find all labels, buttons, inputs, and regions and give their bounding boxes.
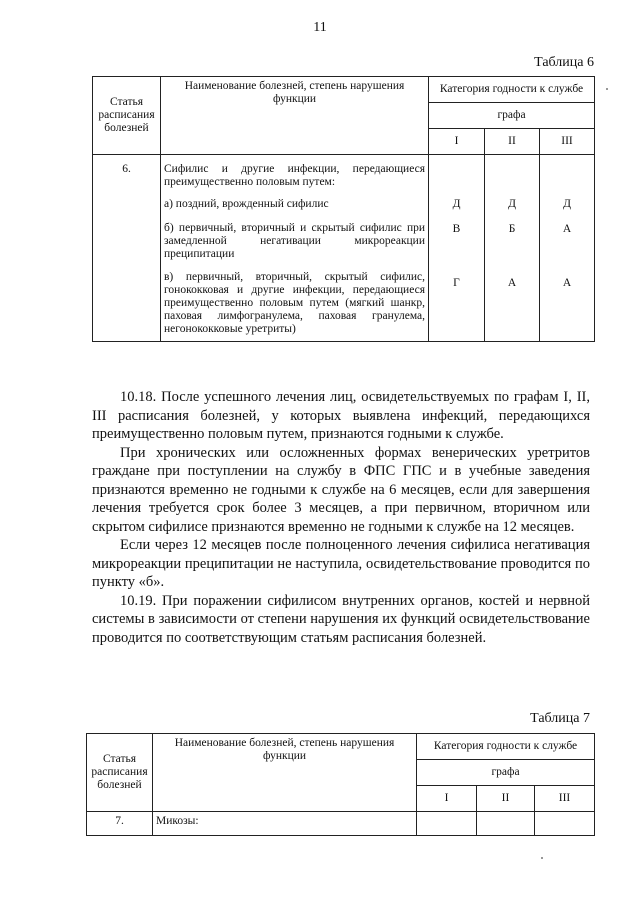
paragraph-urethritis: При хронических или осложненных формах венерических уретритов граждане при поступлении на службу в ФПС ГПС и в учебные заведения признаются временно не годными к службе на 6 месяцев, если для завершения лечения требуется срок более 3 месяцев, а при первичном, вторичном или скрытом сифилисе признаются временно не годными к службе на 12 месяцев. (92, 444, 590, 535)
grafa-2-value (477, 812, 535, 836)
grafa-2-b: Б (508, 223, 516, 235)
table-header-grafa-3: III (535, 786, 595, 812)
grafa-1-a: Д (452, 198, 461, 210)
table-header-category: Категория годности к службе (417, 734, 595, 760)
table-header-grafa-2: II (485, 129, 540, 155)
table-header-grafa-3: III (540, 129, 595, 155)
page-number: 11 (313, 20, 327, 35)
grafa-3-v: А (562, 277, 572, 289)
scan-speck (606, 88, 608, 90)
table-row (93, 155, 595, 342)
table-header-article: Статья расписания болезней (87, 734, 153, 812)
body-text (92, 388, 590, 647)
table-header-disease-name: Наименование болезней, степень нарушения функции (153, 734, 417, 812)
table-header-grafa: графа (417, 760, 595, 786)
paragraph-10-18: 10.18. После успешного лечения лиц, освидетельствуемых по графам I, II, III расписания болезней, у которых выявлена инфекций, передающихся преимущественно половым путем, признаются годными к службе. (92, 389, 590, 442)
table-header-grafa-1: I (429, 129, 485, 155)
table-header-category: Категория годности к службе (429, 77, 595, 103)
table-6-caption: Таблица 6 (534, 55, 594, 70)
table-header-grafa-2: II (477, 786, 535, 812)
table-7 (86, 733, 595, 836)
grafa-1-b: В (452, 223, 461, 235)
paragraph-12-months: Если через 12 месяцев после полноценного лечения сифилиса негативация микрореакции преципитации не наступила, освидетельствование проводится по пункту «б». (92, 537, 590, 590)
table-row (87, 812, 595, 836)
grafa-3-b: А (562, 223, 572, 235)
table-7-caption: Таблица 7 (530, 711, 590, 726)
paragraph-10-19: 10.19. При поражении сифилисом внутренних органов, костей и нервной системы в зависимости от степени нарушения их функций освидетельствование проводится по соответствующим статьям расписания болезней. (92, 592, 590, 646)
table-header-grafa: графа (429, 103, 595, 129)
disease-item-b: б) первичный, вторичный и скрытый сифилис при замедленной негативации микрореакции преципитации (164, 222, 425, 260)
grafa-3-value (535, 812, 595, 836)
table-header-grafa-1: I (417, 786, 477, 812)
grafa-1-value (417, 812, 477, 836)
article-number: 6. (93, 155, 161, 342)
article-number: 7. (87, 812, 153, 836)
table-6 (92, 76, 595, 342)
scan-speck (541, 857, 543, 859)
disease-item-a: а) поздний, врожденный сифилис (164, 198, 329, 210)
disease-name: Микозы: (153, 812, 417, 836)
disease-intro: Сифилис и другие инфекции, передающиеся преимущественно половым путем: (164, 163, 425, 188)
grafa-1-v: Г (453, 277, 460, 289)
table-header-disease-name: Наименование болезней, степень нарушения функции (161, 77, 429, 155)
grafa-3-a: Д (563, 198, 571, 210)
grafa-2-a: Д (508, 198, 516, 210)
table-header-article: Статья расписания болезней (93, 77, 161, 155)
disease-item-v: в) первичный, вторичный, скрытый сифилис, гонококковая и другие инфекции, передающиеся преимущественно половым путем (мягкий шанкр, паховая лимфогранулема, паховая гранулема, негонококковые уретриты) (164, 271, 425, 335)
grafa-2-v: А (507, 277, 517, 289)
